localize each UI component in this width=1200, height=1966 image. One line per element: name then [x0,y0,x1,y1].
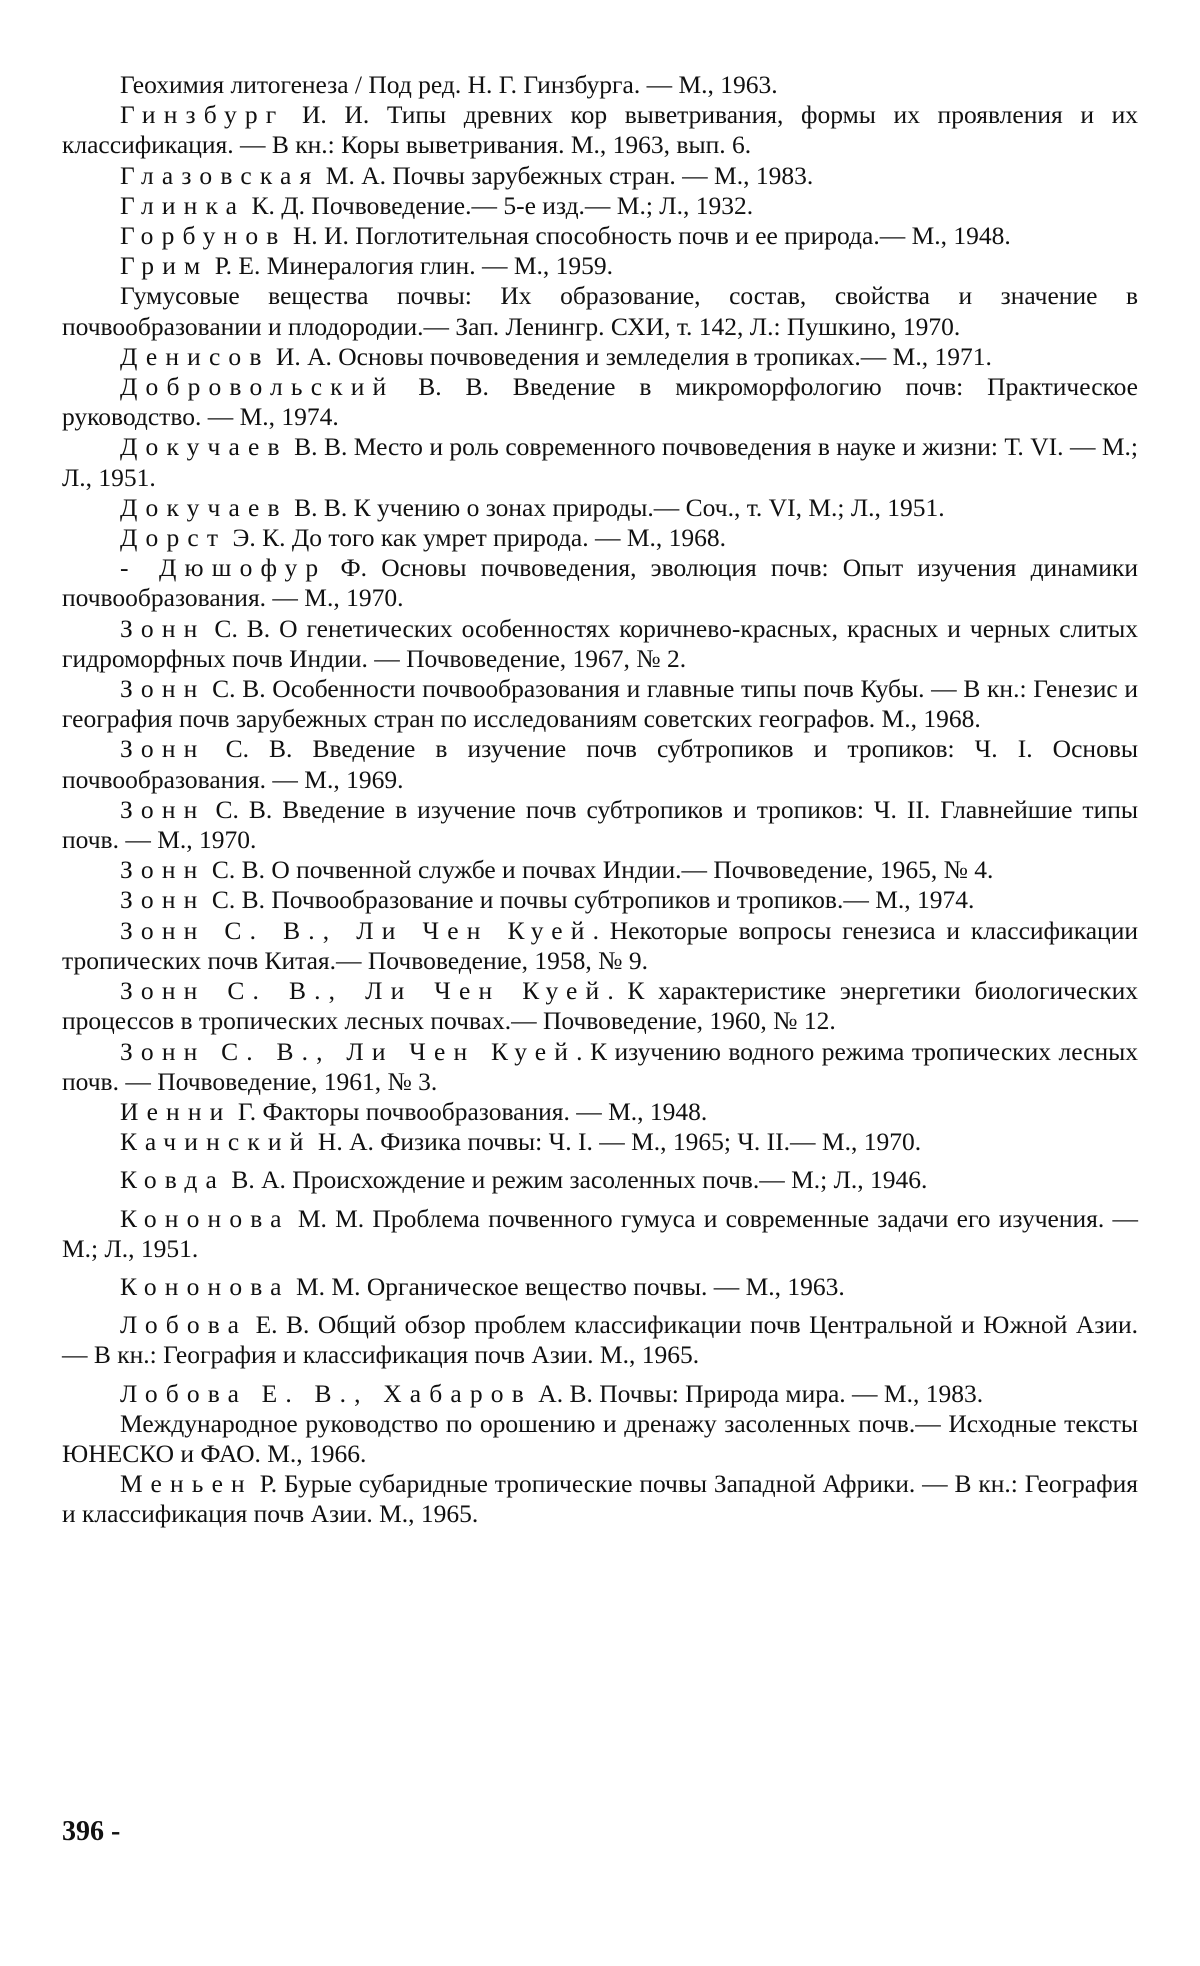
entry-text: Е. В. Общий обзор проблем классификации почв Центральной и Южной Азии. — В кн.: География и классификация почв Азии. М., 1965. [62,1310,1138,1370]
bibliography-entry [62,1204,1138,1264]
entry-author: Гинзбург [120,100,285,130]
entry-author: Глазовская [120,160,320,190]
entry-text: В. В. Введение в микроморфологию почв: Практическое руководство. — М., 1974. [62,372,1138,432]
entry-author: Зонн С. В., Ли Чен Куей [120,915,593,945]
entry-text: Р. Бурые субаридные тропические почвы Западной Африки. — В кн.: География и классификация почв Азии. М., 1965. [62,1469,1138,1529]
entry-author: Зонн [120,885,206,915]
bibliography-entry [62,614,1138,674]
bibliography-entry [62,1379,1138,1409]
bibliography-entry [62,372,1138,432]
entry-author: Лобова [120,1310,248,1340]
entry-author: Зонн [120,794,206,824]
bibliography-entry [62,221,1138,251]
bibliography-entry [62,1127,1138,1157]
bibliography-entry [62,795,1138,855]
entry-author: Глинка [120,190,246,220]
entry-author: Зонн [120,613,206,643]
entry-author: Горбунов [120,221,287,251]
entry-text: Н. И. Поглотительная способность почв и ее природа.— М., 1948. [286,221,1011,251]
bibliography-entry [62,281,1138,341]
entry-author: Зонн [120,674,206,704]
bibliography-entry [62,1409,1138,1469]
entry-text: С. В. О почвенной службе и почвах Индии.— Почвоведение, 1965, № 4. [205,855,994,885]
entry-text: Н. А. Физика почвы: Ч. I. — М., 1965; Ч. II.— М., 1970. [311,1127,922,1157]
entry-text: В. В. Место и роль современного почвоведения в науке и жизни: Т. VI. — М.; Л., 1951. [62,432,1138,492]
entry-author: Иенни [120,1096,232,1126]
bibliography-entry [62,523,1138,553]
bibliography-entry [62,342,1138,372]
entry-author: Грим [120,251,209,281]
entry-text: В. В. К учению о зонах природы.— Соч., т. VI, М.; Л., 1951. [287,492,945,522]
entry-author: Зонн С. В., Ли Чен Куей [120,1036,577,1066]
entry-text: Р. Е. Минералогия глин. — М., 1959. [208,251,614,281]
entry-text: С. В. Особенности почвообразования и главные типы почв Кубы. — В кн.: Генезис и география почв зарубежных стран по исследованиям советских географов. М., 1968. [62,674,1138,734]
entry-author: Докучаев [120,432,288,462]
entry-author: Кононова [120,1203,290,1233]
bibliography-entry [62,1165,1138,1195]
entry-author: Дорст [120,523,227,553]
bibliography-entry [62,191,1138,221]
entry-text: . К характеристике энергетики биологических процессов в тропических лесных почвах.— Почвоведение, 1960, № 12. [62,976,1138,1036]
entry-text: С. В. Введение в изучение почв субтропиков и тропиков: Ч. I. Основы почвообразования. — М., 1969. [62,734,1138,794]
bibliography-list [62,70,1138,1530]
entry-author: Докучаев [120,492,288,522]
entry-author: Лобова Е. В., Хабаров [120,1378,532,1408]
bibliography-entry [62,674,1138,734]
entry-text: А. В. Почвы: Природа мира. — М., 1983. [531,1378,984,1408]
entry-text: И. И. Типы древних кор выветривания, формы их проявления и их классификация. — В кн.: Коры выветривания. М., 1963, вып. 6. [62,100,1138,160]
entry-text: Ф. Основы почвоведения, эволюция почв: Опыт изучения динамики почвообразования. — М., 1970. [62,553,1138,613]
entry-author: Денисов [120,341,270,371]
entry-text: И. А. Основы почвоведения и земледелия в тропиках.— М., 1971. [269,341,992,371]
bibliography-entry [62,1310,1138,1370]
bibliography-entry [62,1469,1138,1529]
entry-text: М. М. Органическое вещество почвы. — М., 1963. [289,1271,845,1301]
bibliography-entry [62,493,1138,523]
entry-text: Международное руководство по орошению и дренажу засоленных почв.— Исходные тексты ЮНЕСКО и ФАО. М., 1966. [62,1408,1138,1468]
entry-text: М. А. Почвы зарубежных стран. — М., 1983. [319,160,814,190]
entry-author: Добровольский [120,372,395,402]
entry-author: Кононова [120,1271,290,1301]
entry-text: Г. Факторы почвообразования. — М., 1948. [231,1096,708,1126]
bibliography-entry [62,161,1138,191]
bibliography-entry [62,885,1138,915]
bibliography-entry [62,916,1138,976]
entry-author: Зонн С. В., Ли Чен Куей [120,976,608,1006]
bibliography-entry [62,1272,1138,1302]
entry-author: Зонн [120,734,206,764]
bibliography-entry [62,1037,1138,1097]
entry-author: Зонн [120,855,206,885]
entry-text: С. В. О генетических особенностях коричнево-красных, красных и черных слитых гидроморфных почв Индии. — Почвоведение, 1967, № 2. [62,613,1138,673]
bibliography-entry [62,1097,1138,1127]
bibliography-entry [62,432,1138,492]
bibliography-entry [62,855,1138,885]
entry-author: Ковда [120,1165,225,1195]
entry-text: . Некоторые вопросы генезиса и классификации тропических почв Китая.— Почвоведение, 1958, № 9. [62,915,1138,975]
bibliography-entry [62,251,1138,281]
bibliography-entry [62,734,1138,794]
entry-text: . К изучению водного режима тропических лесных почв. — Почвоведение, 1961, № 3. [62,1036,1138,1096]
page-number: 396 - [62,1816,121,1847]
entry-text: Гумусовые вещества почвы: Их образование, состав, свойства и значение в почвообразовании и плодородии.— Зап. Ленингр. СХИ, т. 142, Л.: Пушкино, 1970. [62,281,1138,341]
entry-author: Качинский [120,1127,312,1157]
entry-author: Меньен [120,1469,253,1499]
bibliography-entry [62,70,1138,100]
entry-text: Э. К. До того как умрет природа. — М., 1968. [226,523,727,553]
bibliography-entry [62,100,1138,160]
entry-text: С. В. Введение в изучение почв субтропиков и тропиков: Ч. II. Главнейшие типы почв. — М., 1970. [62,794,1138,855]
bibliography-entry [62,976,1138,1036]
entry-text: Геохимия литогенеза / Под ред. Н. Г. Гинзбурга. — М., 1963. [120,70,778,99]
entry-text: М. М. Проблема почвенного гумуса и современные задачи его изучения. — М.; Л., 1951. [62,1203,1138,1263]
entry-text: С. В. Почвообразование и почвы субтропиков и тропиков.— М., 1974. [205,885,975,915]
bibliography-entry [62,553,1138,613]
entry-text: В. А. Происхождение и режим засоленных почв.— М.; Л., 1946. [225,1165,928,1195]
entry-author: - Дюшофур [120,553,327,583]
entry-text: К. Д. Почвоведение.— 5-е изд.— М.; Л., 1932. [245,190,754,220]
